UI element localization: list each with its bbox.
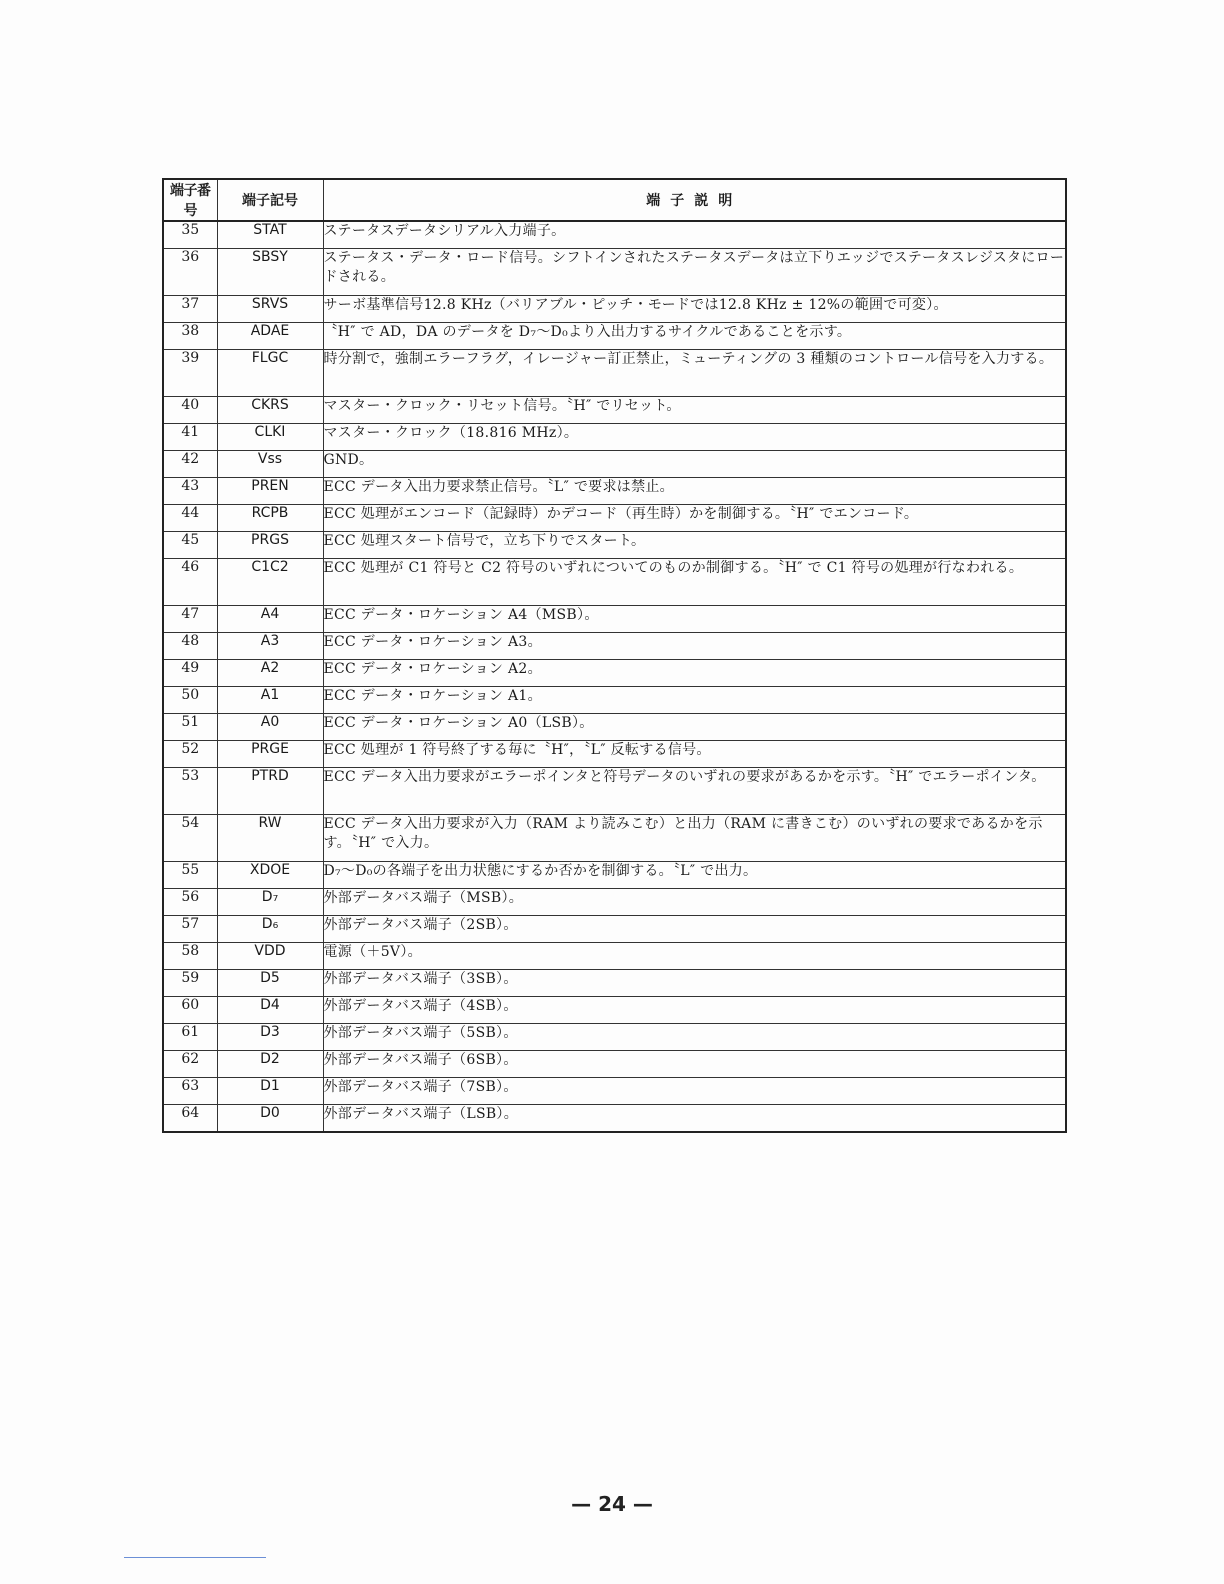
- pin-description-cell: ステータスデータシリアル入力端子。: [323, 221, 1066, 249]
- pin-number-cell: 59: [163, 970, 217, 997]
- pin-symbol-cell: VDD: [217, 943, 323, 970]
- pin-description-cell: ECC 処理スタート信号で，立ち下りでスタート。: [323, 532, 1066, 559]
- pin-description-cell: 電源（＋5V）。: [323, 943, 1066, 970]
- pin-number-cell: 53: [163, 768, 217, 815]
- pin-description-table: [162, 178, 1067, 1133]
- table-row: [163, 221, 1066, 249]
- table-row: [163, 505, 1066, 532]
- table-row: [163, 451, 1066, 478]
- pin-description-cell: 外部データバス端子（6SB）。: [323, 1051, 1066, 1078]
- header-pin-description: 端子説明: [323, 179, 1066, 221]
- pin-symbol-cell: Vss: [217, 451, 323, 478]
- pin-number-cell: 56: [163, 889, 217, 916]
- pin-description-cell: ECC データ・ロケーション A1。: [323, 687, 1066, 714]
- pin-description-cell: D₇～D₀の各端子を出力状態にするか否かを制御する。〝L″ で出力。: [323, 862, 1066, 889]
- table-row: [163, 997, 1066, 1024]
- pin-symbol-cell: SRVS: [217, 296, 323, 323]
- pin-description-cell: マスター・クロック・リセット信号。〝H″ でリセット。: [323, 397, 1066, 424]
- pin-symbol-cell: RCPB: [217, 505, 323, 532]
- table-row: [163, 296, 1066, 323]
- table-row: [163, 424, 1066, 451]
- pin-number-cell: 36: [163, 249, 217, 296]
- pin-description-cell: サーボ基準信号12.8 KHz（バリアブル・ピッチ・モードでは12.8 KHz ± 12%の範囲で可変）。: [323, 296, 1066, 323]
- pin-number-cell: 55: [163, 862, 217, 889]
- pin-number-cell: 37: [163, 296, 217, 323]
- table-row: [163, 323, 1066, 350]
- pin-number-cell: 54: [163, 815, 217, 862]
- pin-description-cell: ECC データ入出力要求が入力（RAM より読みこむ）と出力（RAM に書きこむ）のいずれの要求であるかを示す。〝H″ で入力。: [323, 815, 1066, 862]
- pin-number-cell: 48: [163, 633, 217, 660]
- pin-number-cell: 38: [163, 323, 217, 350]
- pin-symbol-cell: D0: [217, 1105, 323, 1133]
- pin-symbol-cell: PTRD: [217, 768, 323, 815]
- pin-number-cell: 62: [163, 1051, 217, 1078]
- table-row: [163, 862, 1066, 889]
- pin-description-cell: 〝H″ で AD，DA のデータを D₇～D₀より入出力するサイクルであることを示す。: [323, 323, 1066, 350]
- pin-number-cell: 39: [163, 350, 217, 397]
- table-row: [163, 660, 1066, 687]
- table-row: [163, 687, 1066, 714]
- pin-description-cell: 外部データバス端子（3SB）。: [323, 970, 1066, 997]
- pin-description-cell: ECC データ・ロケーション A2。: [323, 660, 1066, 687]
- pin-number-cell: 52: [163, 741, 217, 768]
- pin-number-cell: 63: [163, 1078, 217, 1105]
- pin-symbol-cell: PRGS: [217, 532, 323, 559]
- pin-symbol-cell: D3: [217, 1024, 323, 1051]
- pin-description-cell: 時分割で，強制エラーフラグ，イレージャー訂正禁止，ミューティングの 3 種類のコントロール信号を入力する。: [323, 350, 1066, 397]
- pin-number-cell: 45: [163, 532, 217, 559]
- table-row: [163, 1105, 1066, 1133]
- table-row: [163, 741, 1066, 768]
- pin-description-cell: ECC 処理がエンコード（記録時）かデコード（再生時）かを制御する。〝H″ でエンコード。: [323, 505, 1066, 532]
- pin-number-cell: 40: [163, 397, 217, 424]
- pin-symbol-cell: PRGE: [217, 741, 323, 768]
- table-row: [163, 714, 1066, 741]
- pin-description-cell: ECC データ入出力要求禁止信号。〝L″ で要求は禁止。: [323, 478, 1066, 505]
- pin-symbol-cell: C1C2: [217, 559, 323, 606]
- pin-description-cell: マスター・クロック（18.816 MHz）。: [323, 424, 1066, 451]
- pin-description-cell: 外部データバス端子（MSB）。: [323, 889, 1066, 916]
- pin-symbol-cell: PREN: [217, 478, 323, 505]
- table-row: [163, 559, 1066, 606]
- table-row: [163, 916, 1066, 943]
- table-row: [163, 478, 1066, 505]
- pin-description-cell: ECC データ・ロケーション A4（MSB）。: [323, 606, 1066, 633]
- pin-symbol-cell: A4: [217, 606, 323, 633]
- pin-number-cell: 50: [163, 687, 217, 714]
- pin-number-cell: 42: [163, 451, 217, 478]
- pin-number-cell: 35: [163, 221, 217, 249]
- table-row: [163, 768, 1066, 815]
- page-number: — 24 —: [571, 1492, 653, 1516]
- pin-symbol-cell: FLGC: [217, 350, 323, 397]
- table-row: [163, 1024, 1066, 1051]
- pin-symbol-cell: ADAE: [217, 323, 323, 350]
- table-body: [163, 221, 1066, 1132]
- table-row: [163, 943, 1066, 970]
- pin-number-cell: 51: [163, 714, 217, 741]
- pin-description-cell: 外部データバス端子（4SB）。: [323, 997, 1066, 1024]
- pin-number-cell: 44: [163, 505, 217, 532]
- pin-number-cell: 61: [163, 1024, 217, 1051]
- pin-number-cell: 47: [163, 606, 217, 633]
- pin-description-cell: ECC 処理が 1 符号終了する毎に〝H″，〝L″ 反転する信号。: [323, 741, 1066, 768]
- table-row: [163, 606, 1066, 633]
- pin-description-cell: 外部データバス端子（5SB）。: [323, 1024, 1066, 1051]
- pin-symbol-cell: D₇: [217, 889, 323, 916]
- pin-number-cell: 57: [163, 916, 217, 943]
- pin-description-cell: GND。: [323, 451, 1066, 478]
- pin-symbol-cell: A2: [217, 660, 323, 687]
- pin-symbol-cell: D1: [217, 1078, 323, 1105]
- pin-symbol-cell: A3: [217, 633, 323, 660]
- table-row: [163, 815, 1066, 862]
- table-row: [163, 1051, 1066, 1078]
- pin-symbol-cell: A0: [217, 714, 323, 741]
- pin-symbol-cell: SBSY: [217, 249, 323, 296]
- pin-description-cell: 外部データバス端子（LSB）。: [323, 1105, 1066, 1133]
- table-row: [163, 397, 1066, 424]
- pin-symbol-cell: D₆: [217, 916, 323, 943]
- table-row: [163, 633, 1066, 660]
- pin-description-cell: ステータス・データ・ロード信号。シフトインされたステータスデータは立下りエッジでステータスレジスタにロードされる。: [323, 249, 1066, 296]
- pin-number-cell: 43: [163, 478, 217, 505]
- pin-description-cell: ECC データ入出力要求がエラーポインタと符号データのいずれの要求があるかを示す。〝H″ でエラーポインタ。: [323, 768, 1066, 815]
- table-row: [163, 970, 1066, 997]
- pin-symbol-cell: D4: [217, 997, 323, 1024]
- pin-number-cell: 41: [163, 424, 217, 451]
- pin-number-cell: 60: [163, 997, 217, 1024]
- pin-number-cell: 58: [163, 943, 217, 970]
- footer-rule: [124, 1557, 266, 1558]
- pin-description-cell: 外部データバス端子（7SB）。: [323, 1078, 1066, 1105]
- table-row: [163, 350, 1066, 397]
- pin-number-cell: 49: [163, 660, 217, 687]
- pin-symbol-cell: RW: [217, 815, 323, 862]
- pin-description-cell: ECC データ・ロケーション A0（LSB）。: [323, 714, 1066, 741]
- pin-description-cell: ECC 処理が C1 符号と C2 符号のいずれについてのものか制御する。〝H″ で C1 符号の処理が行なわれる。: [323, 559, 1066, 606]
- pin-symbol-cell: A1: [217, 687, 323, 714]
- pin-symbol-cell: CKRS: [217, 397, 323, 424]
- table-header-row: [163, 179, 1066, 221]
- table-row: [163, 1078, 1066, 1105]
- pin-symbol-cell: CLKI: [217, 424, 323, 451]
- pin-description-cell: 外部データバス端子（2SB）。: [323, 916, 1066, 943]
- pin-symbol-cell: D2: [217, 1051, 323, 1078]
- pin-number-cell: 64: [163, 1105, 217, 1133]
- table-row: [163, 249, 1066, 296]
- header-pin-symbol: 端子記号: [217, 179, 323, 221]
- pin-description-cell: ECC データ・ロケーション A3。: [323, 633, 1066, 660]
- pin-number-cell: 46: [163, 559, 217, 606]
- header-pin-number: 端子番号: [163, 179, 217, 221]
- pin-symbol-cell: STAT: [217, 221, 323, 249]
- pin-symbol-cell: XDOE: [217, 862, 323, 889]
- pin-symbol-cell: D5: [217, 970, 323, 997]
- table-row: [163, 889, 1066, 916]
- table-row: [163, 532, 1066, 559]
